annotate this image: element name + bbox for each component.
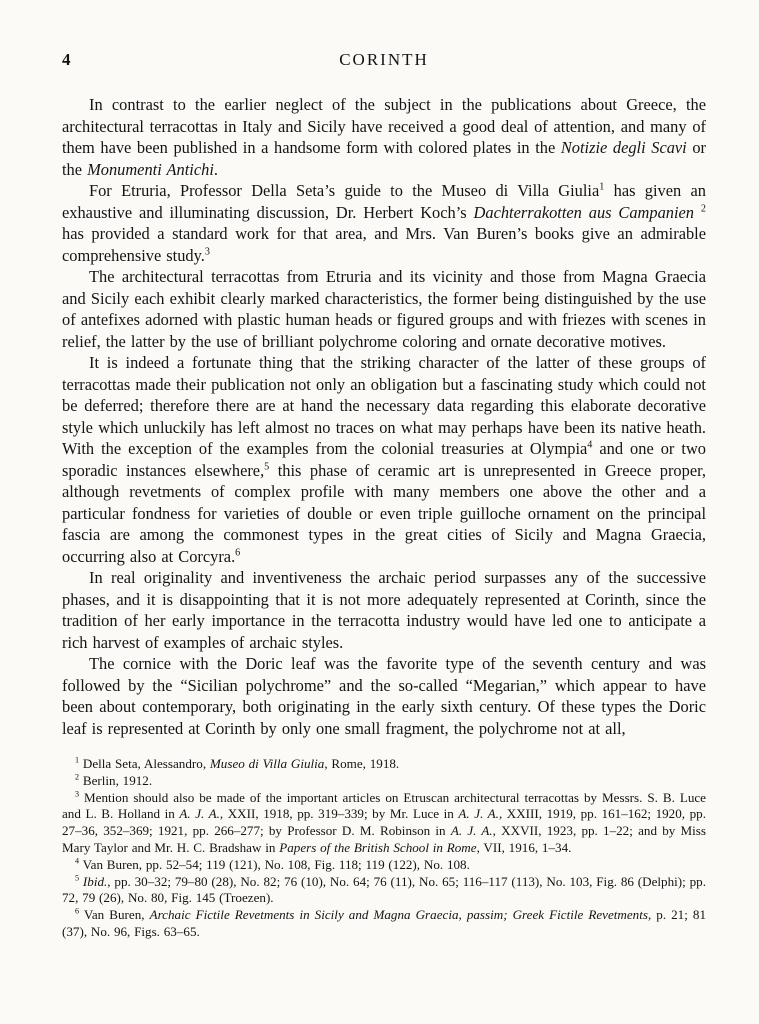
paragraph: In contrast to the earlier neglect of the subject in the publications about Greece, the architectural terracottas in Italy and Sicily have received a good deal of attention, and many of them have been published in a handsome form with colored plates in the Notizie degli Scavi or the Monumenti Antichi. xyxy=(62,95,707,179)
page-content xyxy=(62,50,706,941)
footnote: $^1$ Della Seta, Alessandro, Museo di Villa Giulia, Rome, 1918. xyxy=(75,755,400,771)
footnotes-section xyxy=(62,756,706,941)
footnote: $^2$ Berlin, 1912. xyxy=(75,772,153,788)
paragraph: It is indeed a fortunate thing that the striking character of the latter of these groups of terracottas made their publication not only an obligation but a fascinating study which could not be deferred; therefore there are at hand the necessary data regarding this elaborate decorative style which unluckily has left almost no traces on what may perhaps have been its native heath. With the exception of the examples from the colonial treasuries at Olympia$^4$ and one or two sporadic instances elsewhere,$^5$ this phase of ceramic art is unrepresented in Greece proper, although revetments of complex profile with many members one above the other and a particular fondness for varieties of double or even triple guilloche ornament on the principal fascia are among the commonest types in the great cities of Sicily and Magna Graecia, occurring also at Corcyra.$^6$ xyxy=(62,353,706,566)
paragraph: The architectural terracottas from Etruria and its vicinity and those from Magna Graecia and Sicily each exhibit clearly marked characteristics, the former being distinguished by the use of antefixes adorned with plastic human heads or figured groups and with friezes with scenes in relief, the latter by the use of brilliant polychrome coloring and ornate decorative motives. xyxy=(62,267,706,351)
running-title: CORINTH xyxy=(339,50,429,69)
footnote: $^3$ Mention should also be made of the important articles on Etruscan architectural terracottas by Messrs. S. B. Luce and L. B. Holland in A. J. A., XXII, 1918, pp. 319–339; by Mr. Luce in A. J. A., XXIII, 1919, pp. 161–162; 1920, pp. 27–36, 352–369; 1921, pp. 266–277; by Professor D. M. Robinson in A. J. A., XXVII, 1923, pp. 1–22; and by Miss Mary Taylor and Mr. H. C. Bradshaw in Papers of the British School in Rome, VII, 1916, 1–34. xyxy=(62,789,706,855)
footnote: $^4$ Van Buren, pp. 52–54; 119 (121), No. 108, Fig. 118; 119 (122), No. 108. xyxy=(75,856,470,872)
body-text xyxy=(62,94,706,739)
paragraph: In real originality and inventiveness the archaic period surpasses any of the successive phases, and it is disappointing that it is not more adequately represented at Corinth, since the tradition of her early importance in the terracotta industry would have led one to anticipate a rich harvest of examples of archaic styles. xyxy=(62,568,706,652)
page-header xyxy=(62,50,706,74)
paragraph: The cornice with the Doric leaf was the favorite type of the seventh century and was followed by the “Sicilian polychrome” and the so-called “Megarian,” which appear to have been about contemporary, both originating in the early sixth century. Of these types the Doric leaf is represented at Corinth by only one small fragment, the polychrome not at all, xyxy=(62,654,706,738)
paragraph: For Etruria, Professor Della Seta’s guide to the Museo di Villa Giulia$^1$ has given an exhaustive and illuminating discussion, Dr. Herbert Koch’s Dachterrakotten aus Campanien $^2$ has provided a standard work for that area, and Mrs. Van Buren’s books give an admirable comprehensive study.$^3$ xyxy=(62,181,706,265)
footnote: $^5$ Ibid., pp. 30–32; 79–80 (28), No. 82; 76 (10), No. 64; 76 (11), No. 65; 116–117 (113), No. 103, Fig. 86 (Delphi); pp. 72, 79 (26), No. 80, Fig. 145 (Troezen). xyxy=(62,873,706,906)
page-number: 4 xyxy=(62,50,71,69)
footnote: $^6$ Van Buren, Archaic Fictile Revetments in Sicily and Magna Graecia, passim; Greek Fictile Revetments, p. 21; 81 (37), No. 96, Figs. 63–65. xyxy=(62,906,706,939)
